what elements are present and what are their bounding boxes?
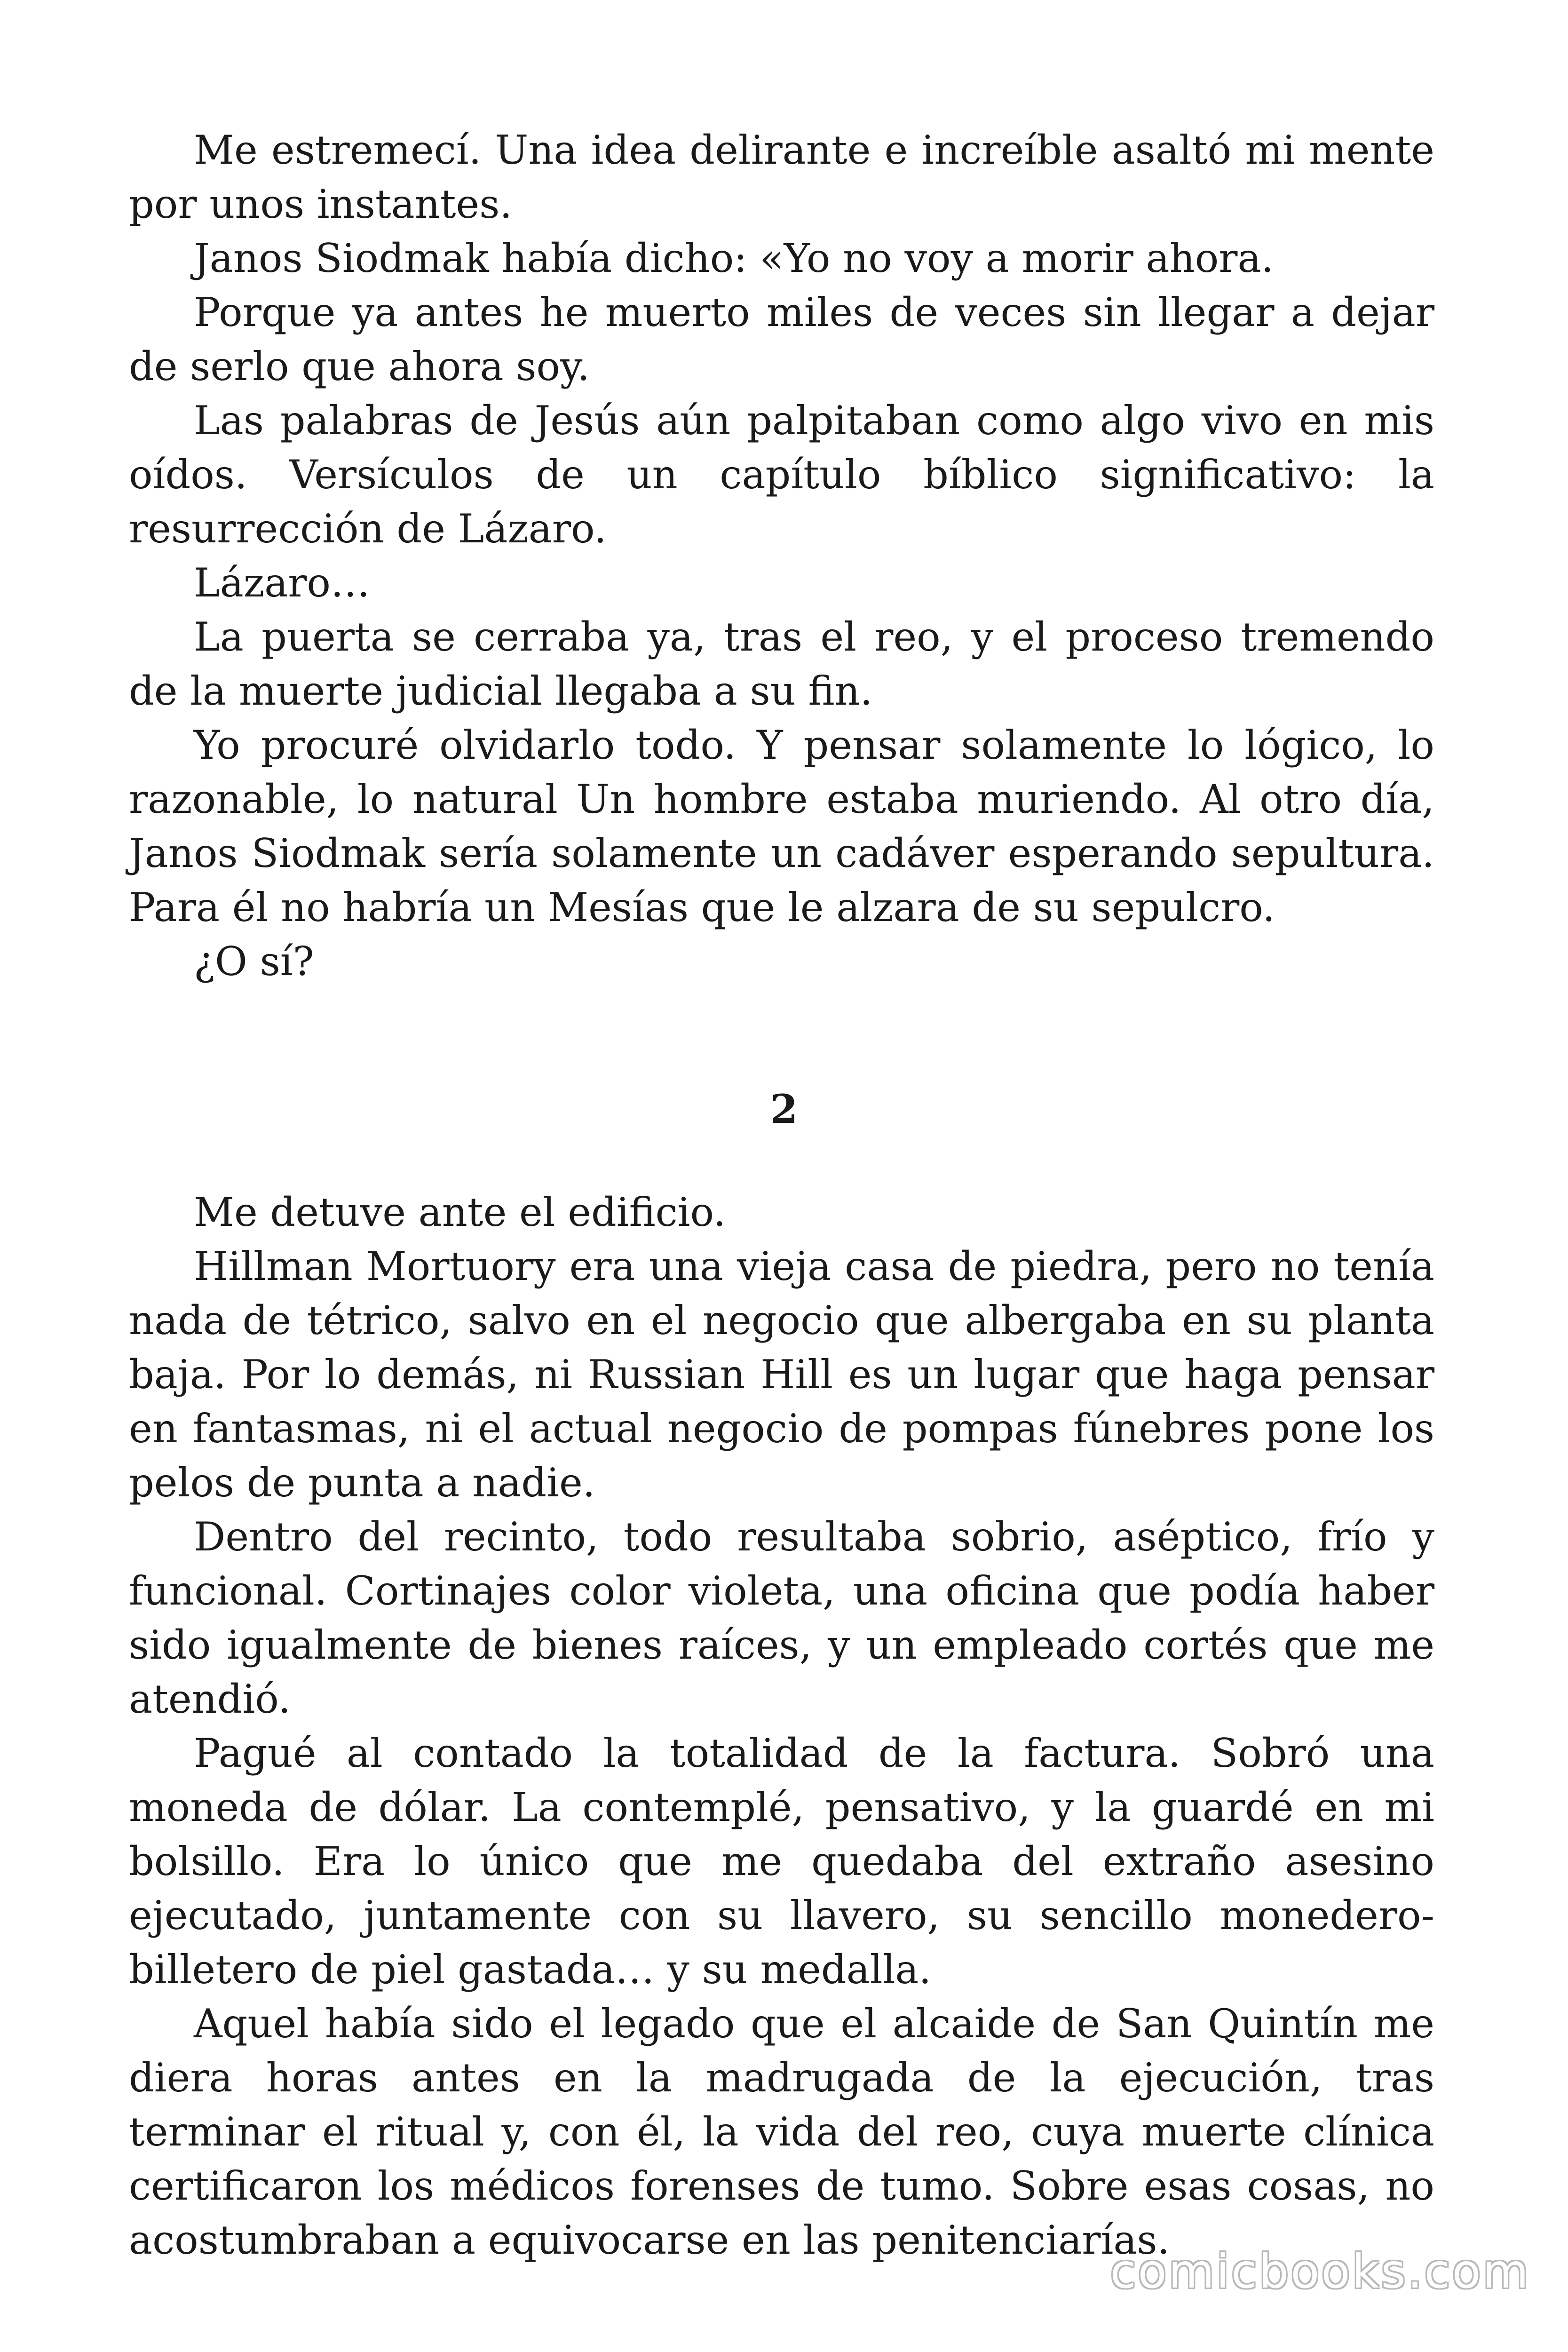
paragraph: ¿O sí? xyxy=(194,938,314,985)
paragraph: Me estremecí. Una idea delirante e increíble asaltó mi mente por unos instantes. xyxy=(129,127,1434,227)
paragraph: Pagué al contado la totalidad de la factura. Sobró una moneda de dólar. La contemplé, pensativo, y la guardé en mi bolsillo. Era lo único que me quedaba del extraño asesino ejecutado, juntamente con su llavero, su sencillo monedero-billetero de piel gastada… y su medalla. xyxy=(129,1730,1434,1993)
paragraph: Me detuve ante el edificio. xyxy=(194,1189,726,1235)
paragraph: Dentro del recinto, todo resultaba sobrio, aséptico, frío y funcional. Cortinajes color violeta, una oficina que podía haber sido igualmente de bienes raíces, y un empleado cortés que me atendió. xyxy=(129,1514,1434,1722)
text-section-chapter-2 xyxy=(129,1185,1434,2267)
paragraph: La puerta se cerraba ya, tras el reo, y el proceso tremendo de la muerte judicial llegaba a su fin. xyxy=(129,614,1434,714)
paragraph: Porque ya antes he muerto miles de veces sin llegar a dejar de serlo que ahora soy. xyxy=(129,289,1434,389)
paragraph: Janos Siodmak había dicho: «Yo no voy a morir ahora. xyxy=(194,235,1274,281)
paragraph: Yo procuré olvidarlo todo. Y pensar solamente lo lógico, lo razonable, lo natural Un hombre estaba muriendo. Al otro día, Janos Siodmak sería solamente un cadáver esperando sepultura. Para él no habría un Mesías que le alzara de su sepulcro. xyxy=(129,722,1434,930)
paragraph: Aquel había sido el legado que el alcaide de San Quintín me diera horas antes en la madrugada de la ejecución, tras terminar el ritual y, con él, la vida del reo, cuya muerte clínica certificaron los médicos forenses de tumo. Sobre esas cosas, no acostumbraban a equivocarse en las penitenciarías. xyxy=(129,2001,1434,2263)
paragraph: Lázaro… xyxy=(194,560,370,606)
paragraph: Las palabras de Jesús aún palpitaban como algo vivo en mis oídos. Versículos de un capítulo bíblico significativo: la resurrección de Lázaro. xyxy=(129,397,1434,552)
watermark: comicbooks.com xyxy=(1110,2244,1530,2299)
paragraph: Hillman Mortuory era una vieja casa de piedra, pero no tenía nada de tétrico, salvo en el negocio que albergaba en su planta baja. Por lo demás, ni Russian Hill es un lugar que haga pensar en fantasmas, ni el actual negocio de pompas fúnebres pone los pelos de punta a nadie. xyxy=(129,1243,1434,1506)
chapter-number: 2 xyxy=(770,1086,798,1132)
text-section-before-chapter xyxy=(129,123,1434,989)
